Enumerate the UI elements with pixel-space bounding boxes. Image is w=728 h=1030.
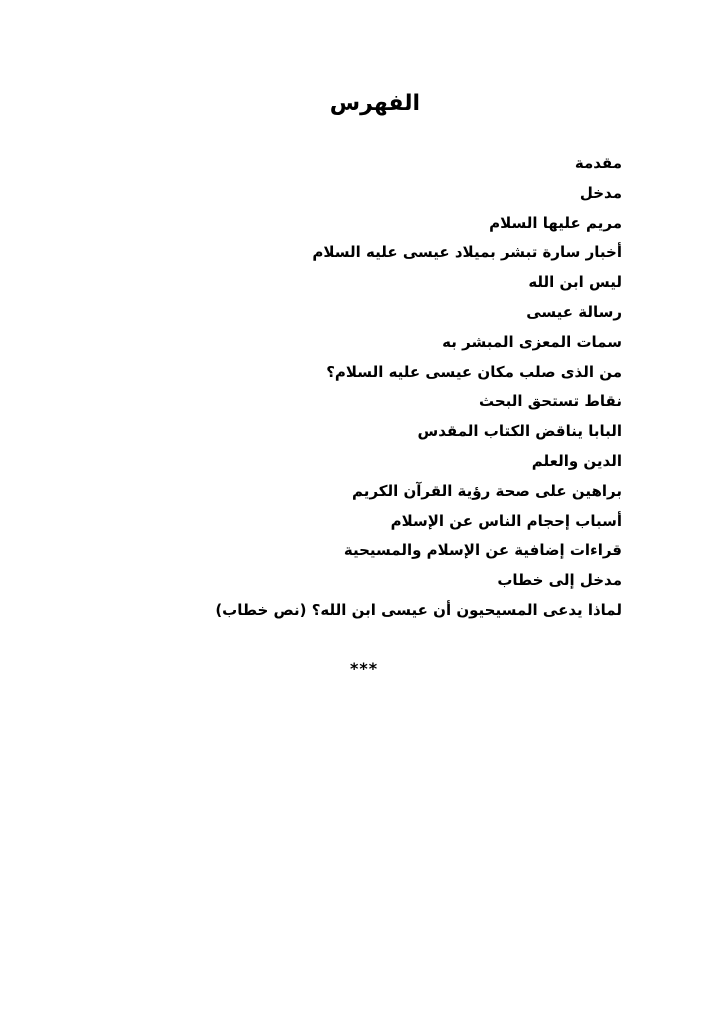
toc-item: ليس ابن الله	[528, 273, 622, 292]
toc-item: لماذا يدعى المسيحيون أن عيسى ابن الله؟ (نص خطاب)	[215, 600, 622, 619]
toc-item: براهين على صحة رؤية القرآن الكريم	[352, 481, 622, 500]
toc-item: نقاط تستحق البحث	[478, 392, 622, 411]
toc-item: مدخل	[579, 183, 622, 202]
toc-item: مقدمة	[574, 154, 622, 172]
toc-item: من الذى صلب مكان عيسى عليه السلام؟	[326, 362, 622, 381]
toc-item: رسالة عيسى	[526, 302, 622, 321]
toc-item: مدخل إلى خطاب	[497, 571, 622, 590]
end-mark: ***	[350, 659, 379, 678]
page-title: الفهرس	[329, 91, 420, 116]
toc-item: الدين والعلم	[531, 451, 622, 470]
toc-item: البابا يناقض الكتاب المقدس	[417, 422, 622, 441]
toc-item: أخبار سارة تبشر بميلاد عيسى عليه السلام	[312, 243, 622, 262]
toc-item: سمات المعزى المبشر به	[442, 332, 622, 351]
toc-item: قراءات إضافية عن الإسلام والمسيحية	[343, 541, 622, 560]
toc-item: مريم عليها السلام	[489, 213, 622, 232]
table-of-contents	[215, 149, 622, 626]
toc-item: أسباب إحجام الناس عن الإسلام	[390, 511, 622, 530]
